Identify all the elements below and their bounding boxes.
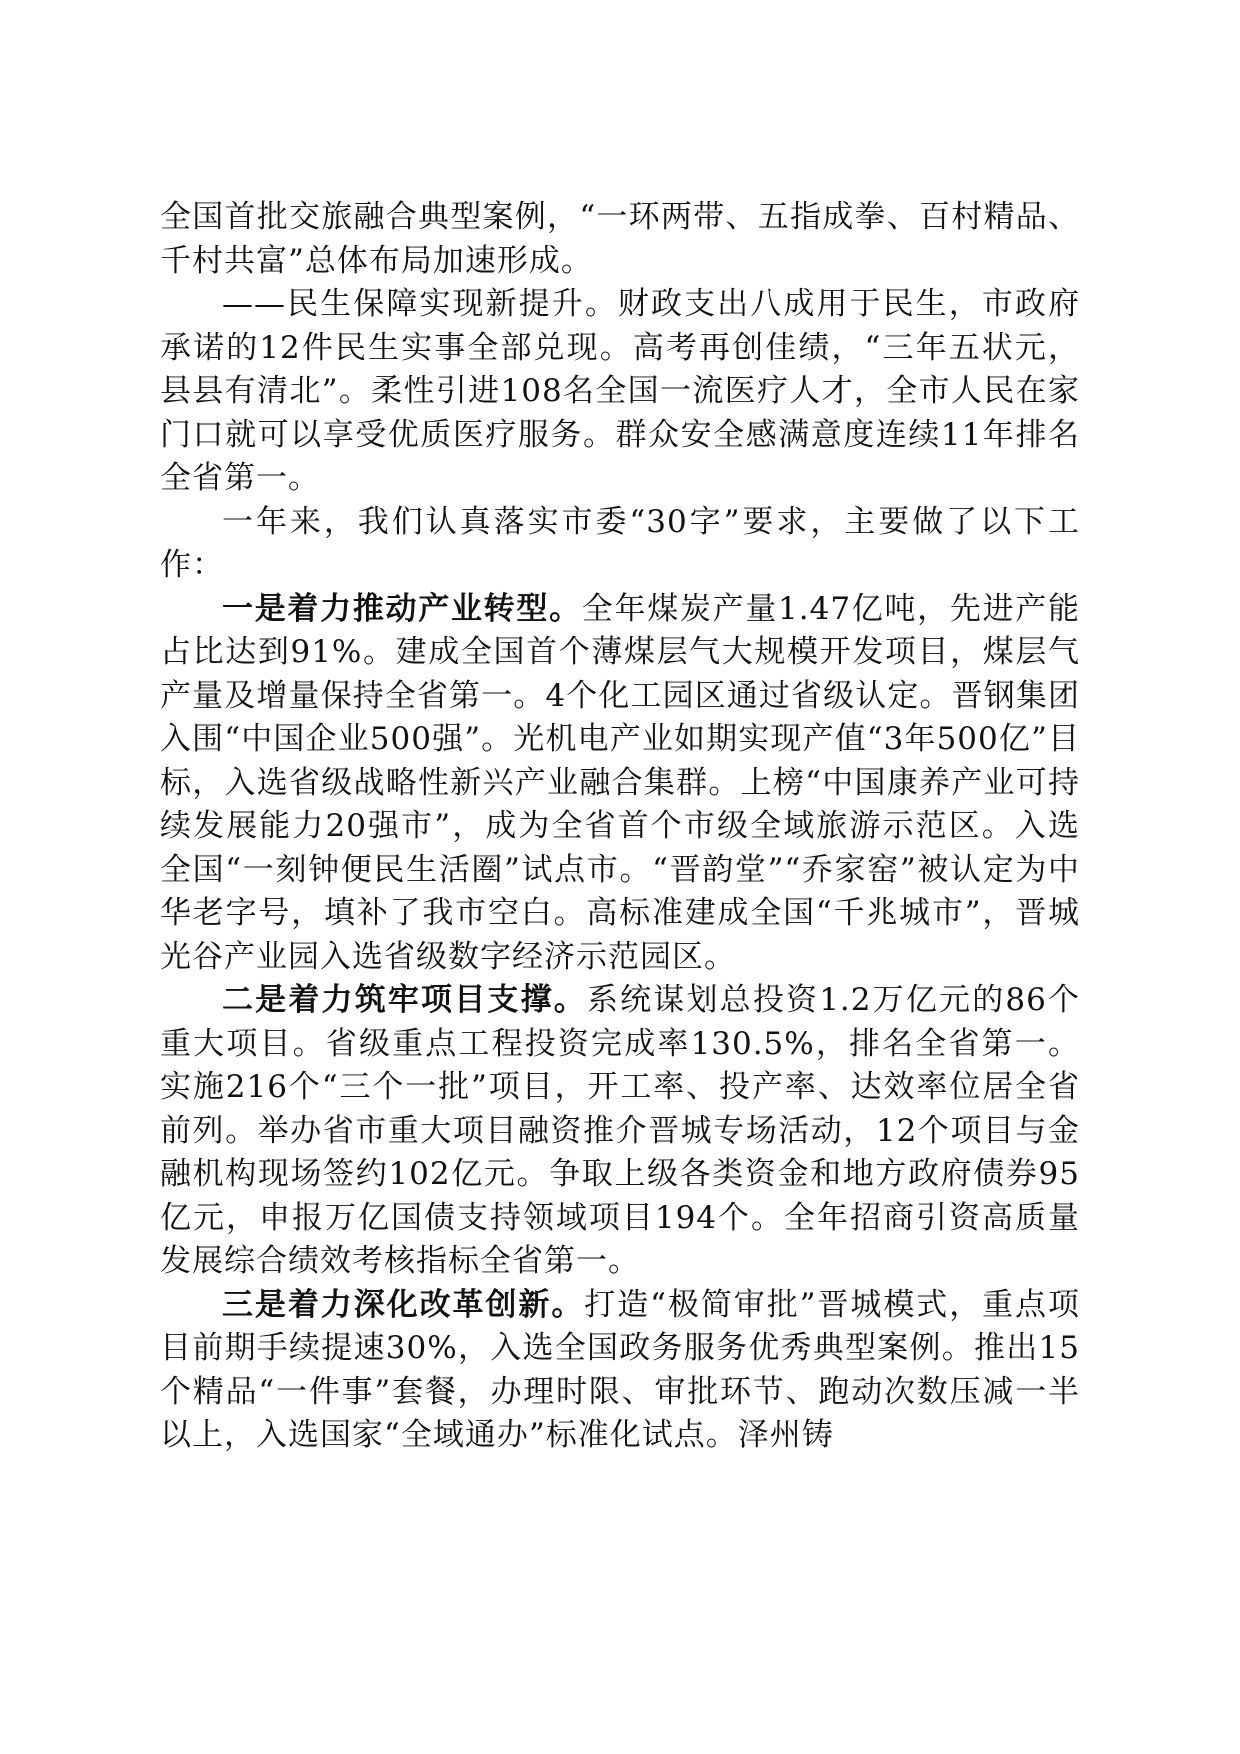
paragraph-2-text: ——民生保障实现新提升。财政支出八成用于民生，市政府承诺的12件民生实事全部兑现。高考再创佳绩，“三年五状元，县县有清北”。柔性引进108名全国一流医疗人才，全市人民在家门口就可以享受优质医疗服务。群众安全感满意度连续11年排名全省第一。 [160,286,1080,496]
paragraph-1 [160,196,1080,283]
paragraph-6 [160,1284,1080,1458]
paragraph-5 [160,979,1080,1284]
paragraph-5-heading: 二是着力筑牢项目支撑。 [222,982,587,1018]
document-body [160,196,1080,1458]
paragraph-4-text: 全年煤炭产量1.47亿吨，先进产能占比达到91%。建成全国首个薄煤层气大规模开发项目，煤层气产量及增量保持全省第一。4个化工园区通过省级认定。晋钢集团入围“中国企业500强”。光机电产业如期实现产值“3年500亿”目标，入选省级战略性新兴产业融合集群。上榜“中国康养产业可持续发展能力20强市”，成为全省首个市级全域旅游示范区。入选全国“一刻钟便民生活圈”试点市。“晋韵堂”“乔家窑”被认定为中华老字号，填补了我市空白。高标准建成全国“千兆城市”，晋城光谷产业园入选省级数字经济示范园区。 [160,590,1080,975]
paragraph-1-text: 全国首批交旅融合典型案例，“一环两带、五指成拳、百村精品、千村共富”总体布局加速形成。 [160,199,1080,279]
paragraph-3 [160,501,1080,588]
paragraph-4-heading: 一是着力推动产业转型。 [222,590,582,627]
paragraph-4 [160,588,1080,980]
paragraph-6-text: 打造“极简审批”晋城模式，重点项目前期手续提速30%，入选全国政务服务优秀典型案例。推出15个精品“一件事”套餐，办理时限、审批环节、跑动次数压减一半以上，入选国家“全域通办”标准化试点。泽州铸 [160,1286,1080,1453]
paragraph-5-text: 系统谋划总投资1.2万亿元的86个重大项目。省级重点工程投资完成率130.5%，排名全省第一。实施216个“三个一批”项目，开工率、投产率、达效率位居全省前列。举办省市重大项目融资推介晋城专场活动，12个项目与金融机构现场签约102亿元。争取上级各类资金和地方政府债券95亿元，申报万亿国债支持领域项目194个。全年招商引资高质量发展综合绩效考核指标全省第一。 [160,982,1081,1279]
paragraph-2 [160,283,1080,501]
paragraph-6-heading: 三是着力深化改革创新。 [222,1286,585,1323]
paragraph-3-text: 一年来，我们认真落实市委“30字”要求，主要做了以下工作： [160,503,1080,583]
